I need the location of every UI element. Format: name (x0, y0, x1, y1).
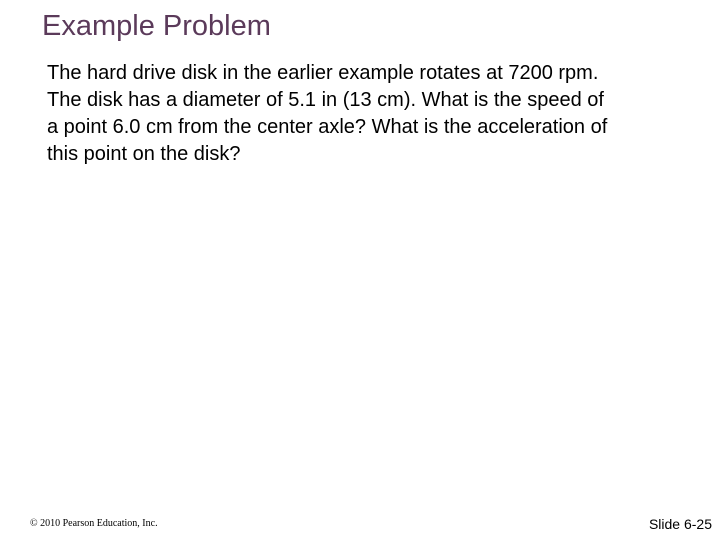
problem-line-4: this point on the disk? (47, 143, 241, 165)
problem-line-3: a point 6.0 cm from the center axle? What is the acceleration of (47, 116, 608, 138)
copyright-notice: © 2010 Pearson Education, Inc. (30, 518, 158, 529)
problem-line-2: The disk has a diameter of 5.1 in (13 cm). What is the speed of (47, 89, 604, 111)
problem-text (47, 60, 687, 168)
slide-title: Example Problem (42, 10, 271, 42)
problem-line-1: The hard drive disk in the earlier example rotates at 7200 rpm. (47, 62, 599, 84)
slide-number: Slide 6-25 (648, 516, 712, 532)
